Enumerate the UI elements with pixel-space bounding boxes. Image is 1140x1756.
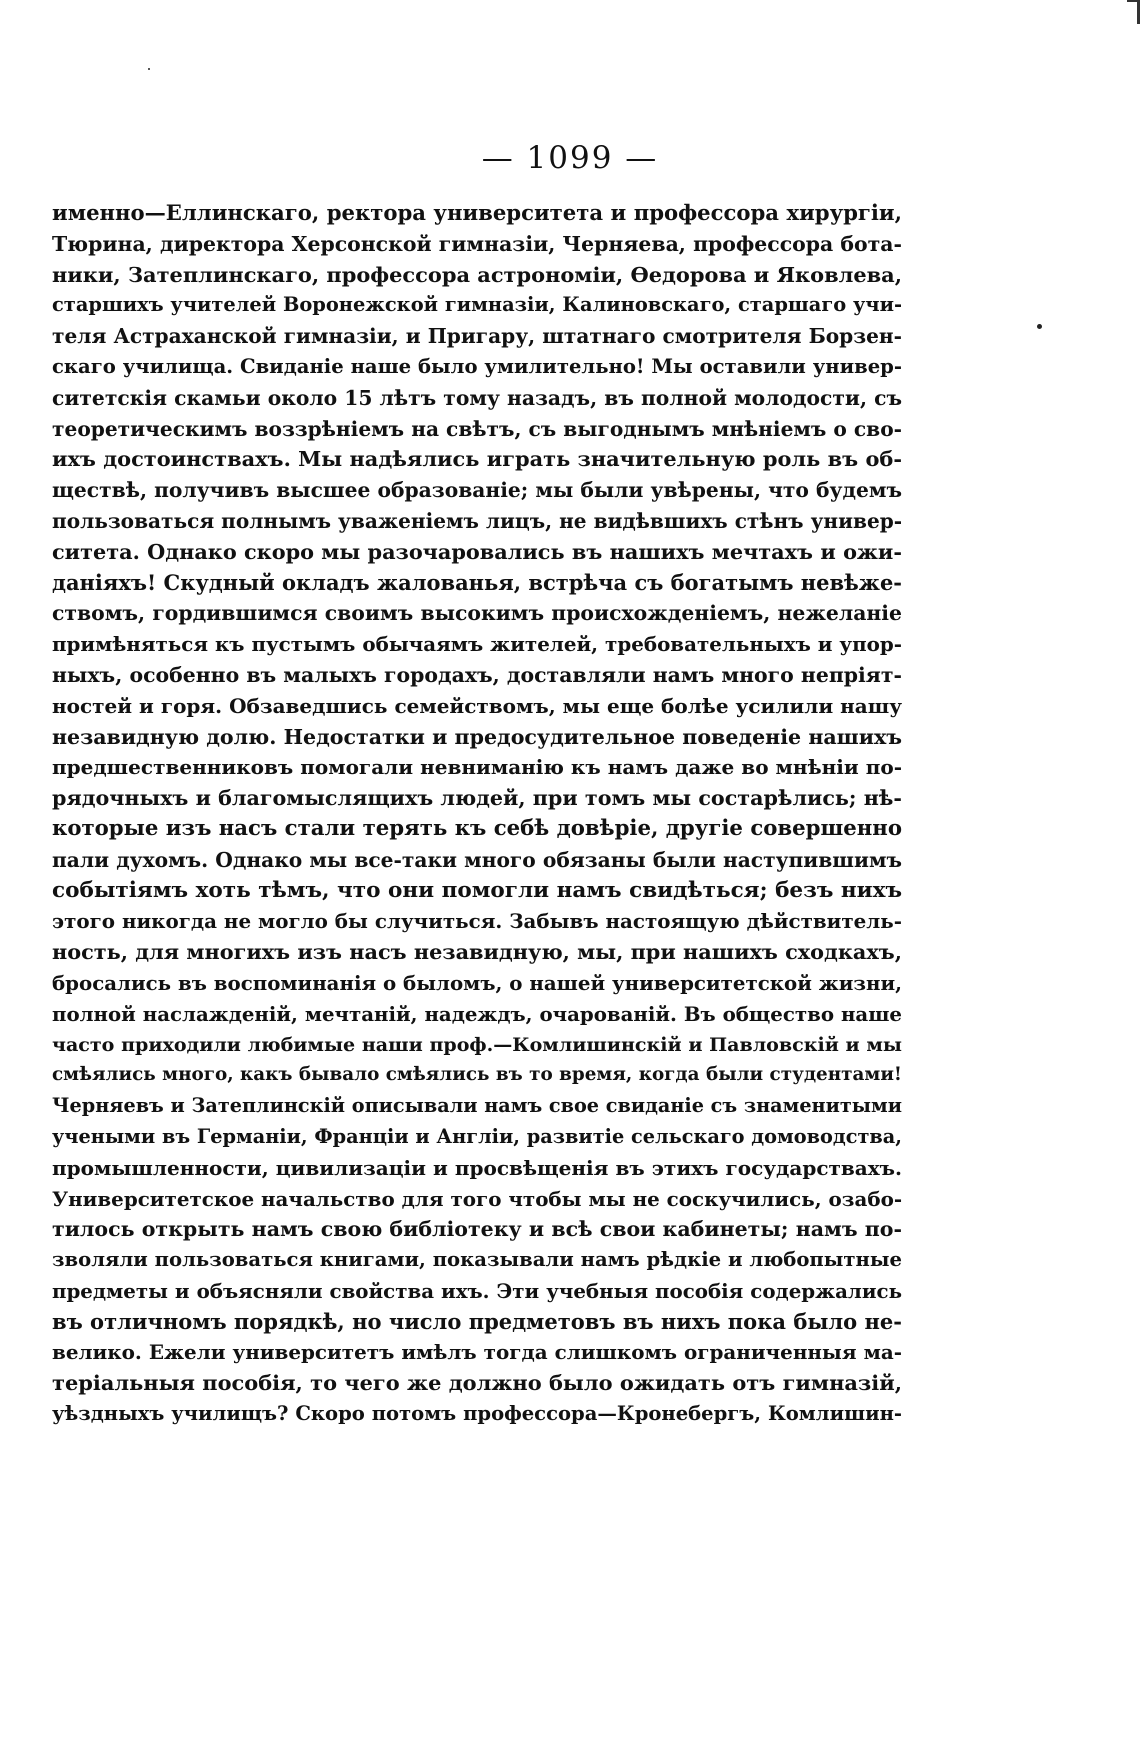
text-line: ностей и горя. Обзаведшись семействомъ, мы еще болѣе усилили нашу bbox=[52, 693, 902, 718]
text-line: даніяхъ! Скудный окладъ жалованья, встрѣча съ богатымъ невѣже- bbox=[52, 569, 902, 595]
print-speck bbox=[1037, 324, 1042, 329]
text-line: ситетскія скамьи около 15 лѣтъ тому назадъ, въ полной молодости, съ bbox=[52, 385, 902, 410]
text-line: теріальныя пособія, то чего же должно было ожидать отъ гимназій, bbox=[52, 1370, 902, 1396]
text-line: промышленности, цивилизаціи и просвѣщенія въ этихъ государствахъ. bbox=[52, 1155, 902, 1180]
text-line: старшихъ учителей Воронежской гимназіи, Калиновскаго, старшаго учи- bbox=[52, 293, 902, 317]
text-line: предметы и объясняли свойства ихъ. Эти учебныя пособія содержались bbox=[52, 1278, 902, 1303]
text-line: Черняевъ и Затеплинскій описывали намъ свое свиданіе съ знаменитыми bbox=[52, 1094, 902, 1118]
text-line: незавидную долю. Недостатки и предосудительное поведеніе нашихъ bbox=[52, 724, 902, 749]
text-line: ность, для многихъ изъ насъ незавидную, мы, при нашихъ сходкахъ, bbox=[52, 939, 902, 965]
text-line: велико. Ежели университетъ имѣлъ тогда слишкомъ ограниченныя ма- bbox=[52, 1340, 902, 1365]
text-line: ихъ достоинствахъ. Мы надѣялись играть значительную роль въ об- bbox=[52, 446, 902, 472]
page-number: — 1099 — bbox=[481, 140, 659, 176]
body-text bbox=[52, 198, 902, 1430]
text-line: ствомъ, гордившимся своимъ высокимъ происхожденіемъ, нежеланіе bbox=[52, 601, 902, 626]
text-line: смѣялись много, какъ бывало смѣялись въ то время, когда были студентами! bbox=[52, 1064, 902, 1086]
text-line: бросались въ воспоминанія о быломъ, о нашей университетской жизни, bbox=[52, 970, 902, 995]
text-line: скаго училища. Свиданіе наше было умилительно! Мы оставили универ- bbox=[52, 354, 902, 378]
text-line: полной наслажденій, мечтаній, надеждъ, очарованій. Въ общество наше bbox=[52, 1001, 902, 1026]
text-line: примѣняться къ пустымъ обычаямъ жителей, требовательныхъ и упор- bbox=[52, 632, 902, 657]
text-line: Тюрина, директора Херсонской гимназіи, Черняева, профессора бота- bbox=[52, 231, 902, 256]
text-line: рядочныхъ и благомыслящихъ людей, при томъ мы состарѣлись; нѣ- bbox=[52, 786, 902, 811]
text-line: въ отличномъ порядкѣ, но число предметовъ въ нихъ пока было не- bbox=[52, 1308, 902, 1334]
text-line: тилось открыть намъ свою библіотеку и всѣ свои кабинеты; намъ по- bbox=[52, 1217, 902, 1242]
text-line: предшественниковъ помогали невниманію къ намъ даже во мнѣніи по- bbox=[52, 755, 902, 780]
text-line: событіямъ хоть тѣмъ, что они помогли намъ свидѣться; безъ нихъ bbox=[52, 877, 902, 903]
text-line: Университетское начальство для того чтобы мы не соскучились, озабо- bbox=[52, 1186, 903, 1211]
text-line: пали духомъ. Однако мы все-таки много обязаны были наступившимъ bbox=[52, 847, 902, 872]
text-line: ществѣ, получивъ высшее образованіе; мы были увѣрены, что будемъ bbox=[52, 478, 902, 503]
page-edge-mark bbox=[1127, 0, 1140, 24]
text-line: которые изъ насъ стали терять къ себѣ довѣріе, другіе совершенно bbox=[52, 815, 902, 841]
text-line: этого никогда не могло бы случиться. Забывъ настоящую дѣйствитель- bbox=[52, 909, 902, 934]
text-line: пользоваться полнымъ уваженіемъ лицъ, не видѣвшихъ стѣнъ универ- bbox=[52, 508, 903, 533]
text-line: теоретическимъ воззрѣніемъ на свѣтъ, съ выгоднымъ мнѣніемъ о сво- bbox=[52, 416, 902, 441]
text-line: ники, Затеплинскаго, профессора астрономіи, Ѳедорова и Яковлева, bbox=[52, 261, 902, 287]
text-line: уѣздныхъ училищъ? Скоро потомъ профессора—Кронебергъ, Комлишин- bbox=[52, 1402, 902, 1426]
print-speck bbox=[148, 68, 150, 70]
text-line: именно—Еллинскаго, ректора университета и профессора хирургіи, bbox=[52, 200, 902, 225]
text-line: теля Астраханской гимназіи, и Пригару, штатнаго смотрителя Борзен- bbox=[52, 324, 902, 349]
text-line: ситета. Однако скоро мы разочаровались въ нашихъ мечтахъ и ожи- bbox=[52, 538, 902, 564]
text-line: зволяли пользоваться книгами, показывали намъ рѣдкіе и любопытные bbox=[52, 1248, 902, 1272]
text-line: учеными въ Германіи, Франціи и Англіи, развитіе сельскаго домоводства, bbox=[52, 1124, 902, 1148]
text-line: часто приходили любимые наши проф.—Комлишинскій и Павловскій и мы bbox=[52, 1033, 902, 1056]
text-line: ныхъ, особенно въ малыхъ городахъ, доставляли намъ много непріят- bbox=[52, 662, 902, 687]
